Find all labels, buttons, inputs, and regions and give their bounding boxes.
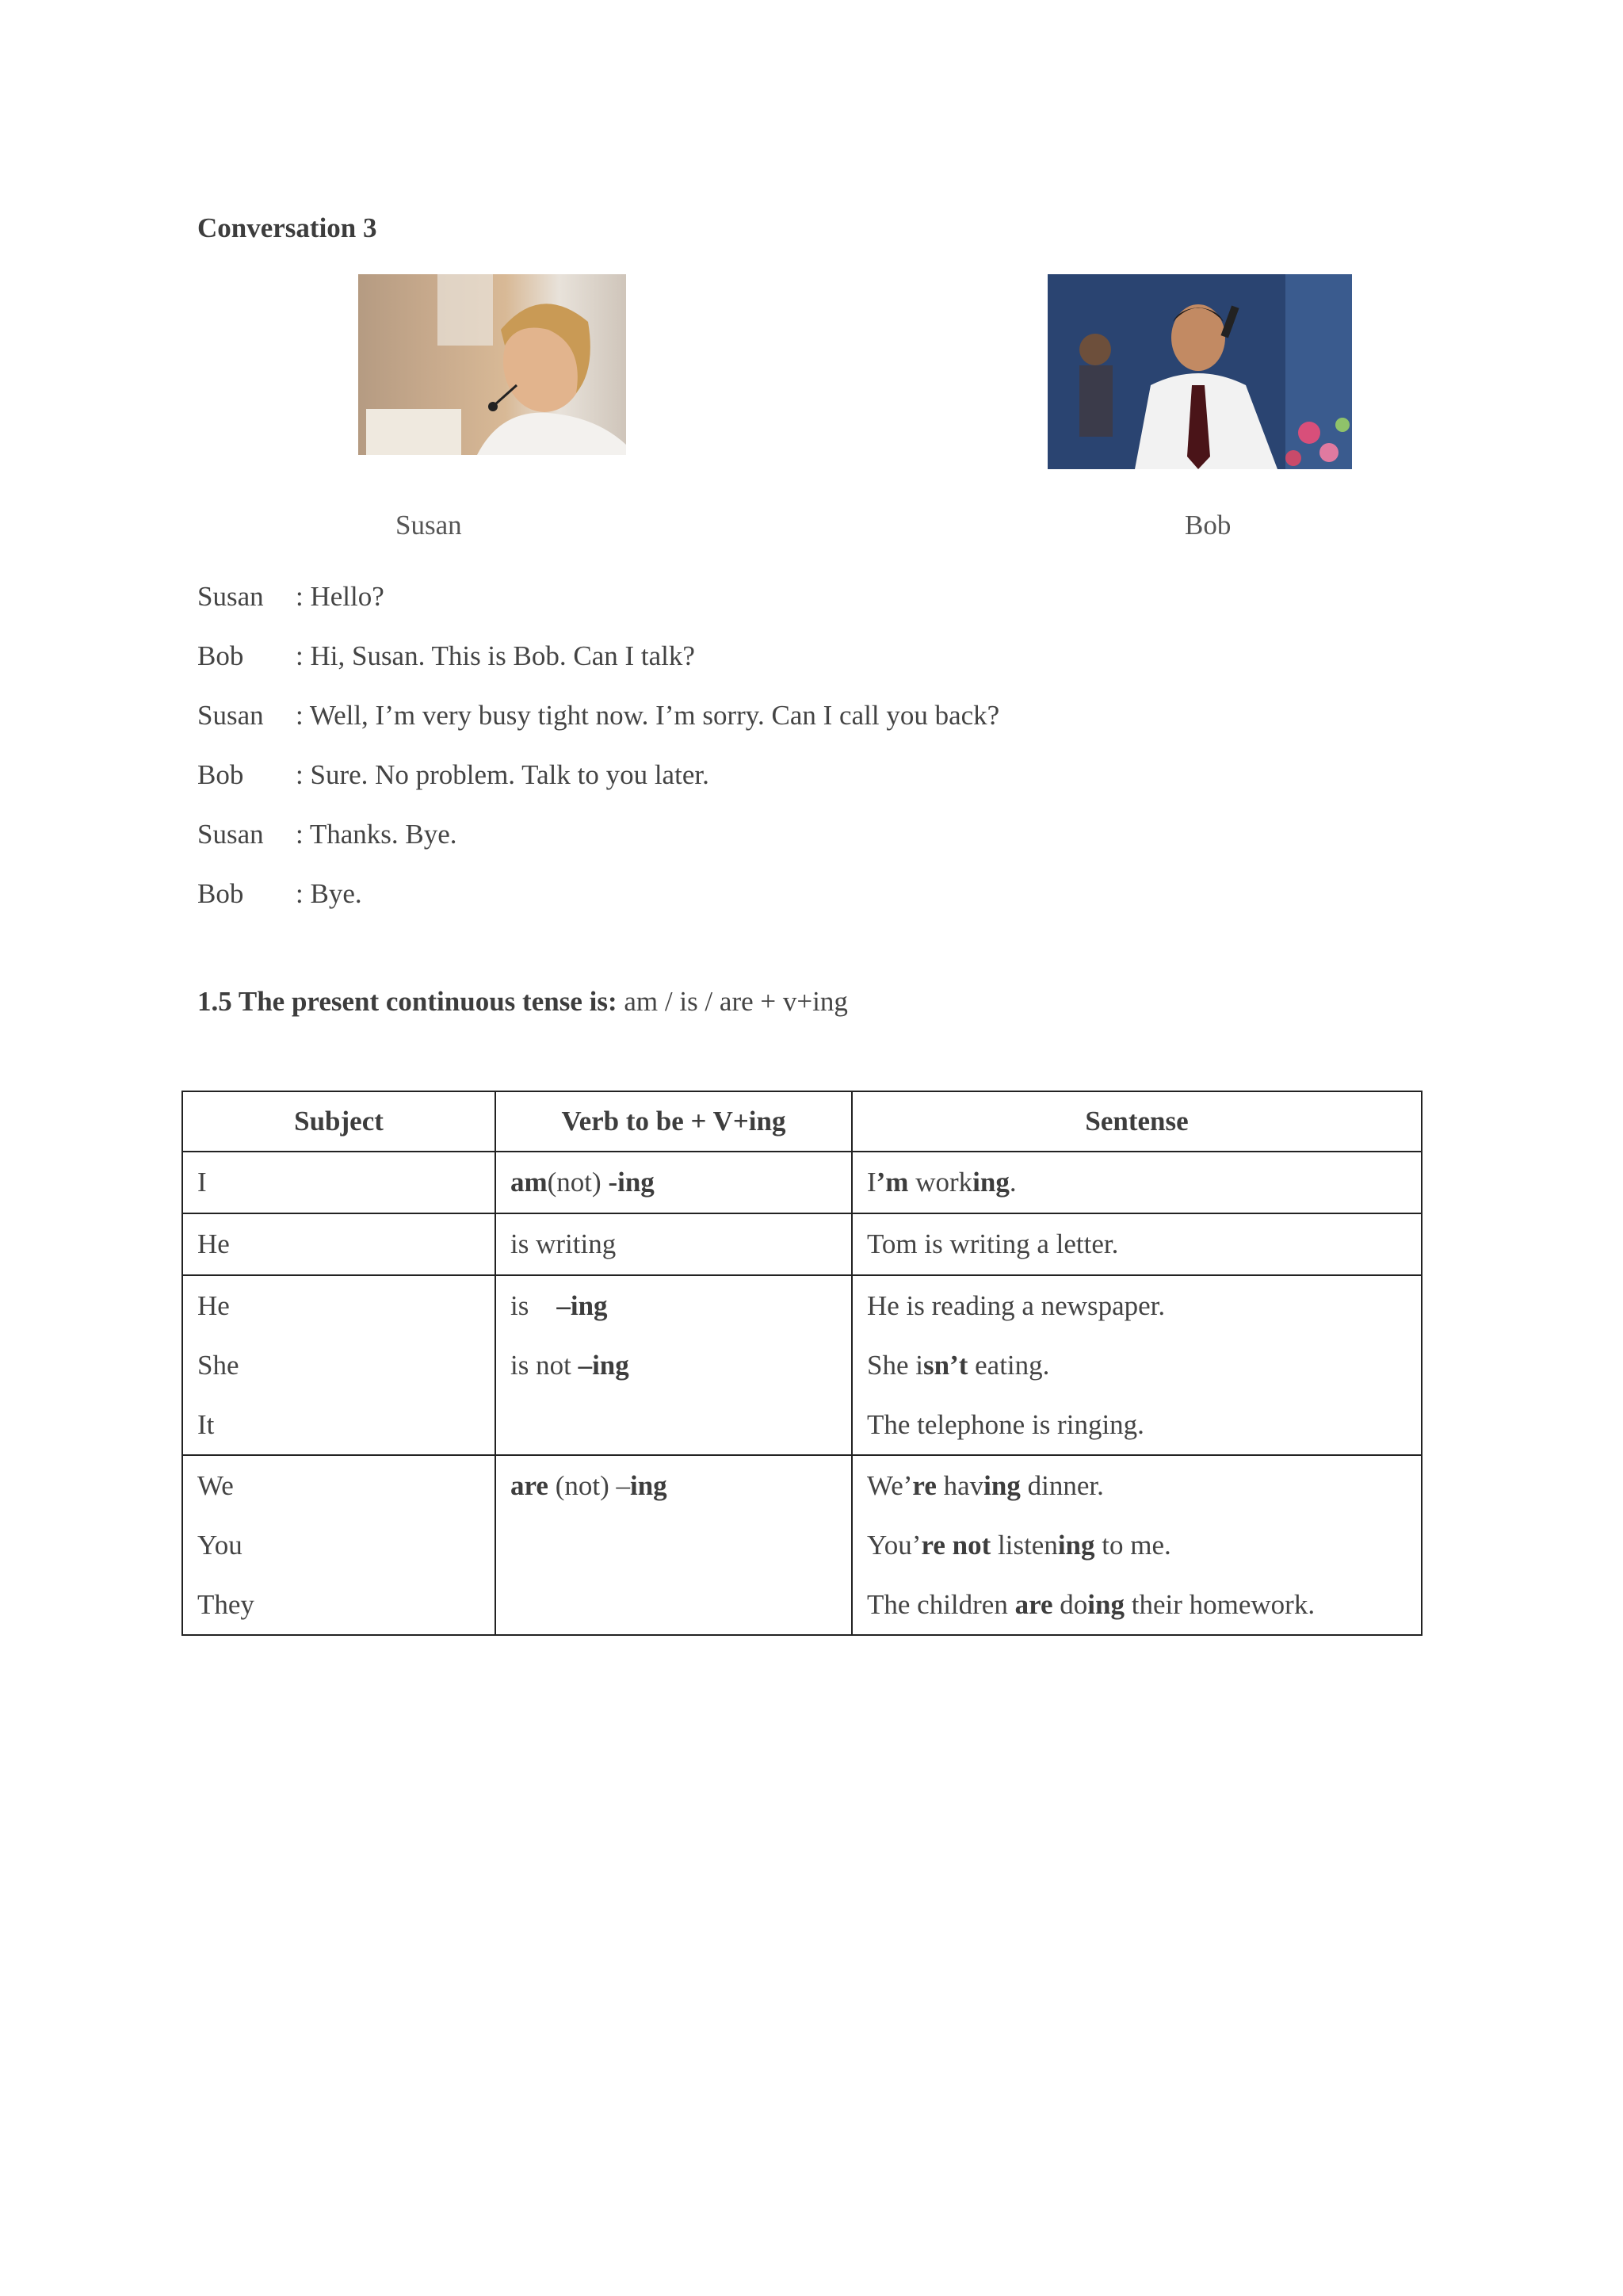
dialogue-line (197, 745, 1307, 804)
table-row (182, 1455, 1422, 1635)
cell-verb: is writing (495, 1213, 852, 1275)
table-row (182, 1213, 1422, 1275)
cell-verb: am(not) -ing (495, 1152, 852, 1213)
header-subject: Subject (182, 1091, 495, 1152)
susan-caption: Susan (395, 510, 462, 541)
speaker: Susan (197, 818, 264, 850)
speaker: Bob (197, 877, 244, 909)
table-row (182, 1152, 1422, 1213)
section-heading-formula: am / is / are + v+ing (617, 986, 848, 1017)
cell-sentence: He is reading a newspaper. She isn’t eating. The telephone is ringing. (852, 1275, 1422, 1455)
susan-photo (358, 274, 626, 455)
utterance: : Bye. (296, 877, 362, 909)
header-verb: Verb to be + V+ing (495, 1091, 852, 1152)
speaker: Susan (197, 699, 264, 731)
utterance: : Sure. No problem. Talk to you later. (296, 758, 709, 790)
cell-sentence: I’m working. (852, 1152, 1422, 1213)
speaker: Bob (197, 640, 244, 671)
dialogue-line (197, 686, 1307, 745)
speaker: Susan (197, 580, 264, 612)
cell-verb: is –ing is not –ing (495, 1275, 852, 1455)
cell-sentence: We’re having dinner. You’re not listening to me. The children are doing their homework. (852, 1455, 1422, 1635)
dialogue-line (197, 626, 1307, 686)
section-heading-bold: 1.5 The present continuous tense is: (197, 986, 617, 1017)
dialogue (197, 567, 1307, 923)
cell-verb: are (not) –ing (495, 1455, 852, 1635)
dialogue-line (197, 567, 1307, 626)
cell-subject: I (182, 1152, 495, 1213)
bob-caption: Bob (1185, 510, 1232, 541)
grammar-table (181, 1091, 1423, 1636)
dialogue-line (197, 864, 1307, 923)
section-heading (197, 986, 848, 1018)
dialogue-line (197, 804, 1307, 864)
cell-subject: He She It (182, 1275, 495, 1455)
utterance: : Hi, Susan. This is Bob. Can I talk? (296, 640, 695, 671)
utterance: : Thanks. Bye. (296, 818, 457, 850)
bob-photo (1048, 274, 1352, 469)
cell-subject: We You They (182, 1455, 495, 1635)
cell-sentence: Tom is writing a letter. (852, 1213, 1422, 1275)
table-row (182, 1275, 1422, 1455)
speaker: Bob (197, 758, 244, 790)
cell-subject: He (182, 1213, 495, 1275)
page-heading: Conversation 3 (197, 212, 377, 243)
utterance: : Well, I’m very busy tight now. I’m sorry. Can I call you back? (296, 699, 1000, 731)
table-header-row (182, 1091, 1422, 1152)
utterance: : Hello? (296, 580, 384, 612)
header-sentence: Sentense (852, 1091, 1422, 1152)
